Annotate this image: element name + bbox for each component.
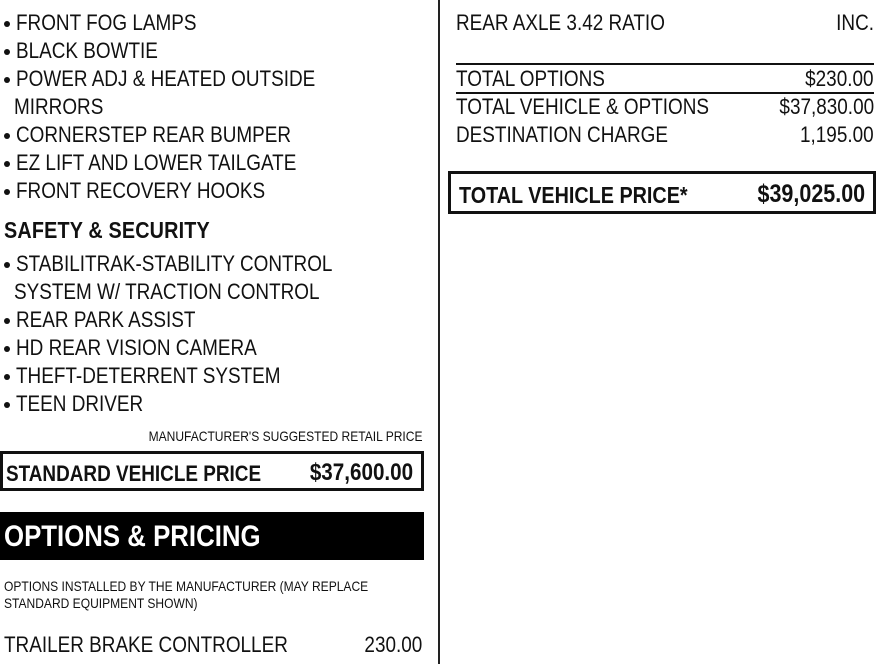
left-column [0,0,430,664]
axle-name: REAR AXLE 3.42 RATIO [456,10,665,35]
list-item: CORNERSTEP REAR BUMPER [0,121,364,149]
list-item: REAR PARK ASSIST [0,306,384,334]
total-price-box [448,171,876,214]
safety-list [0,250,384,418]
column-divider [438,0,440,664]
list-item: EZ LIFT AND LOWER TAILGATE [0,149,364,177]
right-column [456,0,876,664]
destination-label: DESTINATION CHARGE [456,122,669,147]
standard-price-label: STANDARD VEHICLE PRICE [6,461,262,486]
list-item: HD REAR VISION CAMERA [0,334,384,362]
list-item-continuation: MIRRORS [14,94,104,119]
destination-value: 1,195.00 [800,122,874,147]
feature-list [0,9,364,205]
total-price-value: $39,025.00 [757,180,865,208]
list-item-continuation: SYSTEM W/ TRACTION CONTROL [14,279,320,304]
destination-row [456,122,874,150]
options-banner [0,512,424,560]
list-item: THEFT-DETERRENT SYSTEM [0,362,384,390]
list-item: STABILITRAK-STABILITY CONTROL SYSTEM W/ TRACTION CONTROL [0,250,384,306]
msrp-label: MANUFACTURER'S SUGGESTED RETAIL PRICE [148,428,422,444]
total-options-value: $230.00 [805,66,874,91]
divider-rule [456,63,874,65]
list-item: POWER ADJ & HEATED OUTSIDE MIRRORS [0,65,364,121]
options-note: OPTIONS INSTALLED BY THE MANUFACTURER (MAY REPLACE STANDARD EQUIPMENT SHOWN) [4,578,369,611]
total-vehicle-options-label: TOTAL VEHICLE & OPTIONS [456,94,710,119]
total-price-label: TOTAL VEHICLE PRICE* [459,182,688,208]
safety-heading: SAFETY & SECURITY [4,217,210,243]
option-price: 230.00 [364,632,422,657]
list-item: TEEN DRIVER [0,390,384,418]
option-name: TRAILER BRAKE CONTROLLER [4,632,288,657]
total-options-row [456,66,874,94]
standard-price-value: $37,600.00 [309,459,413,486]
list-item: FRONT RECOVERY HOOKS [0,177,364,205]
list-item: FRONT FOG LAMPS [0,9,364,37]
list-item: BLACK BOWTIE [0,37,364,65]
axle-row [456,10,874,38]
total-vehicle-options-row [456,94,874,122]
axle-price: INC. [836,10,874,35]
options-heading: OPTIONS & PRICING [4,520,261,553]
total-vehicle-options-value: $37,830.00 [779,94,874,119]
standard-price-box [0,451,424,491]
total-options-label: TOTAL OPTIONS [456,66,605,91]
option-row [4,632,422,660]
